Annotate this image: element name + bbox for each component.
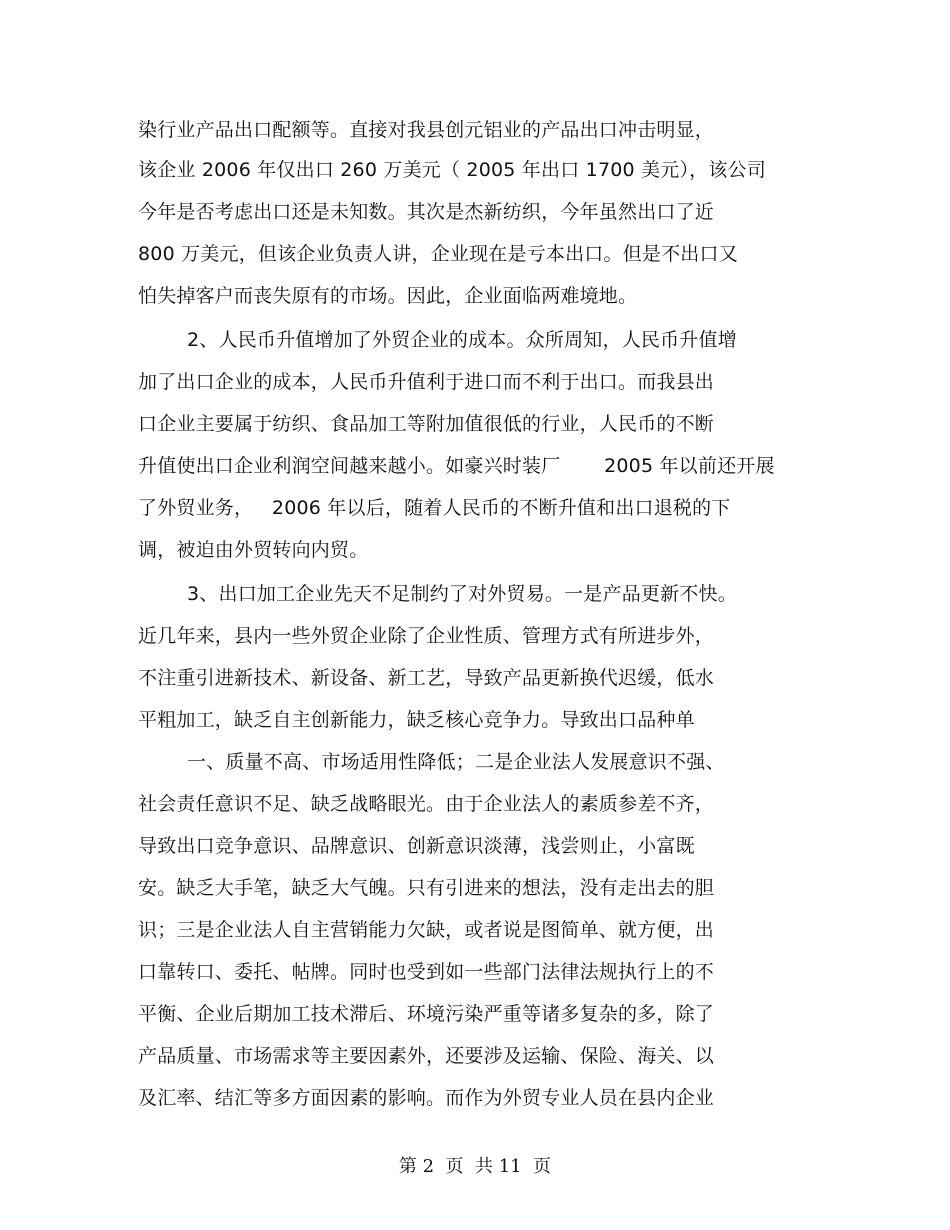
text-line: 加了出口企业的成本，人民币升值利于进口而不利于出口。而我县出 (138, 371, 715, 393)
text-line: 社会责任意识不足、缺乏战略眼光。由于企业法人的素质参差不齐， (138, 793, 715, 815)
paragraph-start-line: 一、质量不高、市场适用性降低；二是企业法人发展意识不强、 (187, 751, 725, 773)
text-line: 及汇率、结汇等多方面因素的影响。而作为外贸专业人员在县内企业 (138, 1087, 715, 1109)
text-line: 升值使出口企业利润空间越来越小。如豪兴时装厂 2005 年以前还开展 (138, 455, 775, 477)
text-line: 产品质量、市场需求等主要因素外，还要涉及运输、保险、海关、以 (138, 1045, 715, 1067)
paragraph-start-line: 3、出口加工企业先天不足制约了对外贸易。一是产品更新不快。 (187, 583, 737, 605)
text-line: 不注重引进新技术、新设备、新工艺，导致产品更新换代迟缓，低水 (138, 667, 715, 689)
text-line: 识；三是企业法人自主营销能力欠缺，或者说是图简单、就方便，出 (138, 919, 715, 941)
text-line: 安。缺乏大手笔，缺乏大气魄。只有引进来的想法，没有走出去的胆 (138, 877, 715, 899)
text-line: 口企业主要属于纺织、食品加工等附加值很低的行业，人民币的不断 (138, 413, 715, 435)
text-line: 口靠转口、委托、帖牌。同时也受到如一些部门法律法规执行上的不 (138, 961, 715, 983)
text-line: 了外贸业务， 2006 年以后，随着人民币的不断升值和出口退税的下 (138, 497, 731, 519)
paragraph-start-line: 2、人民币升值增加了外贸企业的成本。众所周知，人民币升值增 (187, 329, 737, 351)
text-line: 平粗加工，缺乏自主创新能力，缺乏核心竞争力。导致出口品种单 (138, 709, 695, 731)
text-line: 今年是否考虑出口还是未知数。其次是杰新纺织，今年虽然出口了近 (138, 201, 715, 223)
text-line: 平衡、企业后期加工技术滞后、环境污染严重等诸多复杂的多，除了 (138, 1003, 715, 1025)
text-line: 导致出口竞争意识、品牌意识、创新意识淡薄，浅尝则止，小富既 (138, 835, 695, 857)
text-line: 800 万美元，但该企业负责人讲，企业现在是亏本出口。但是不出口又 (138, 243, 738, 265)
text-line: 怕失掉客户而丧失原有的市场。因此，企业面临两难境地。 (138, 285, 638, 307)
text-line: 调，被迫由外贸转向内贸。 (138, 539, 369, 561)
page-number-footer: 第 2 页 共 11 页 (398, 1156, 552, 1177)
text-line: 近几年来，县内一些外贸企业除了企业性质、管理方式有所进步外， (138, 625, 715, 647)
text-line: 该企业 2006 年仅出口 260 万美元（ 2005 年出口 1700 美元），该公司 (138, 159, 766, 181)
text-line: 染行业产品出口配额等。直接对我县创元铝业的产品出口冲击明显， (138, 119, 715, 141)
